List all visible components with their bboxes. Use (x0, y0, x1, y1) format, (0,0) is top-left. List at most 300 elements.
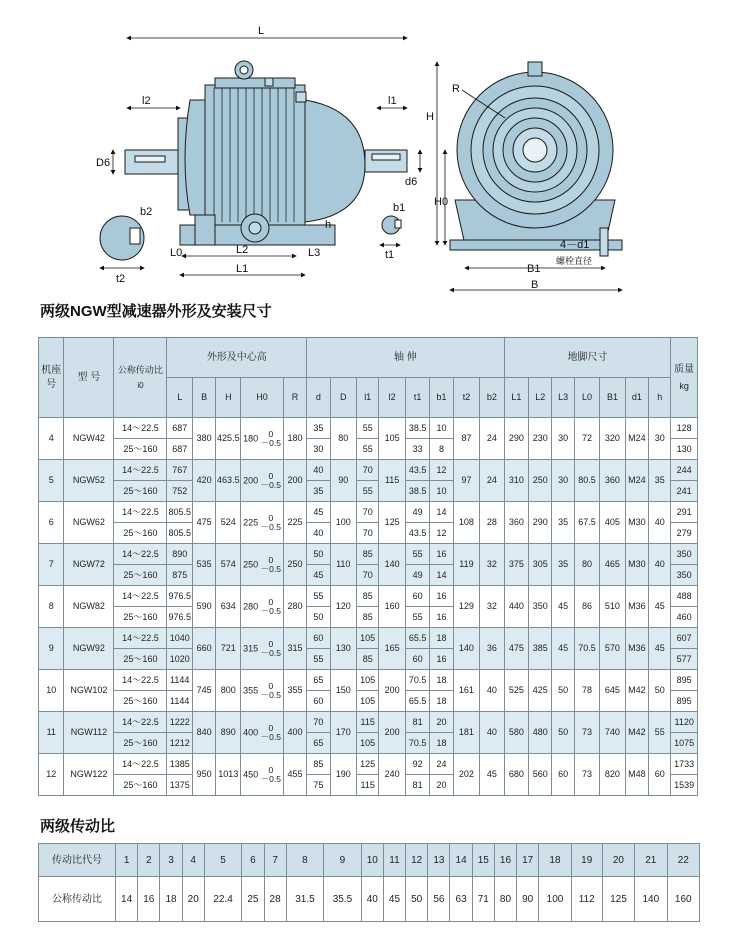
col-header: D (330, 378, 357, 418)
ratio-label: 公称传动比 (39, 877, 116, 922)
table-cell: 49 (405, 502, 429, 523)
reducer-drawing (0, 0, 738, 300)
ratio-code: 13 (428, 844, 450, 877)
tolerance: 0 －0.5 (260, 470, 281, 490)
L-cell: 1222 (167, 712, 192, 733)
ratio-cell: 14～22.5 (114, 544, 167, 565)
ratio-value: 50 (406, 877, 428, 922)
table-cell: 100 (330, 502, 357, 544)
table-cell: 14 (430, 565, 453, 586)
table-cell: 55 (357, 481, 379, 502)
ratio-code: 10 (361, 844, 383, 877)
table-cell: 60 (307, 691, 330, 712)
seat-cell: 12 (39, 754, 64, 796)
col-header: h (649, 378, 671, 418)
ratio-code: 6 (242, 844, 264, 877)
table-cell: 60 (405, 586, 429, 607)
table-cell: 745 (192, 670, 215, 712)
mass-cell: 1733 (671, 754, 698, 775)
table-cell: 12 (430, 460, 453, 481)
col-header: B (192, 378, 215, 418)
tolerance: 0 －0.5 (260, 680, 281, 700)
table-cell: 18 (430, 733, 453, 754)
ratio-value: 35.5 (324, 877, 361, 922)
table-cell: 290 (504, 418, 528, 460)
table-cell: 524 (216, 502, 241, 544)
table-cell: 680 (504, 754, 528, 796)
table-cell: 32 (480, 544, 504, 586)
table-cell: 75 (307, 775, 330, 796)
H0-cell: 400 0 －0.5 (241, 712, 283, 754)
ratio-cell: 25～160 (114, 565, 167, 586)
ratio-value: 160 (667, 877, 699, 922)
col-header: t1 (405, 378, 429, 418)
hdr-seat: 机座号 (39, 338, 64, 418)
L-cell: 875 (167, 565, 192, 586)
hdr-ratio: 公称传动比 i0 (114, 338, 167, 418)
table-cell: 120 (330, 586, 357, 628)
table-cell: 140 (379, 544, 406, 586)
table-cell: 380 (192, 418, 215, 460)
H0-cell: 315 0 －0.5 (241, 628, 283, 670)
mass-cell: 350 (671, 565, 698, 586)
seat-cell: 5 (39, 460, 64, 502)
table-cell: 140 (453, 628, 480, 670)
table-cell: 40 (480, 712, 504, 754)
hdr-shaft: 轴 伸 (307, 338, 505, 378)
ratio-cell: 25～160 (114, 523, 167, 544)
L-cell: 1144 (167, 670, 192, 691)
L-cell: 890 (167, 544, 192, 565)
label-L3: L3 (308, 247, 321, 259)
L-cell: 976.5 (167, 586, 192, 607)
table-cell: 475 (504, 628, 528, 670)
table-cell: 92 (405, 754, 429, 775)
table-cell: 240 (379, 754, 406, 796)
table-cell: 40 (307, 460, 330, 481)
table-cell: 130 (330, 628, 357, 670)
table-cell: 78 (574, 670, 599, 712)
ratio-value: 90 (517, 877, 539, 922)
table-cell: 170 (330, 712, 357, 754)
table-cell: 97 (453, 460, 480, 502)
table2-title: 两级传动比 (40, 818, 116, 835)
L-cell: 687 (167, 439, 192, 460)
table-cell: 85 (357, 586, 379, 607)
table-cell: 525 (504, 670, 528, 712)
L-cell: 1020 (167, 649, 192, 670)
ratio-value: 18 (160, 877, 182, 922)
table-cell: 40 (649, 502, 671, 544)
table-cell: 440 (504, 586, 528, 628)
ratio-code: 1 (116, 844, 138, 877)
mass-cell: 130 (671, 439, 698, 460)
table-cell: 645 (600, 670, 625, 712)
seat-cell: 9 (39, 628, 64, 670)
table-cell: 420 (192, 460, 215, 502)
ratio-value: 125 (602, 877, 634, 922)
table-cell: 200 (379, 670, 406, 712)
L-cell: 805.5 (167, 523, 192, 544)
ratio-value: 112 (571, 877, 602, 922)
table-cell: 820 (600, 754, 625, 796)
label-h: h (325, 219, 332, 231)
table-row (39, 712, 698, 733)
table-cell: 840 (192, 712, 215, 754)
table-cell: 45 (307, 502, 330, 523)
col-header: L (167, 378, 192, 418)
ratio-code: 17 (517, 844, 539, 877)
table-cell: 310 (504, 460, 528, 502)
ratio-cell: 14～22.5 (114, 712, 167, 733)
seat-cell: 7 (39, 544, 64, 586)
ratio-code: 12 (406, 844, 428, 877)
ratio-code: 22 (667, 844, 699, 877)
seat-cell: 8 (39, 586, 64, 628)
model-cell: NGW92 (64, 628, 114, 670)
L-cell: 976.5 (167, 607, 192, 628)
table-cell: 634 (216, 586, 241, 628)
ratio-cell: 14～22.5 (114, 586, 167, 607)
table-cell: M48 (625, 754, 648, 796)
H0-cell: 450 0 －0.5 (241, 754, 283, 796)
table-row (39, 628, 698, 649)
table-cell: 65 (307, 733, 330, 754)
table-cell: 115 (357, 712, 379, 733)
ratio-code: 4 (182, 844, 204, 877)
table-cell: 129 (453, 586, 480, 628)
table-row (39, 670, 698, 691)
table-cell: 70.5 (405, 670, 429, 691)
table-cell: 33 (405, 439, 429, 460)
model-cell: NGW122 (64, 754, 114, 796)
ratio-cell: 14～22.5 (114, 670, 167, 691)
table-cell: M42 (625, 670, 648, 712)
ratio-value: 20 (182, 877, 204, 922)
table-cell: 125 (379, 502, 406, 544)
mass-cell: 1075 (671, 733, 698, 754)
table-cell: 35 (552, 544, 574, 586)
table-cell: 10 (430, 481, 453, 502)
table-cell: 70 (307, 712, 330, 733)
table-cell: 125 (357, 754, 379, 775)
table-row (39, 502, 698, 523)
label-l2: l2 (142, 95, 151, 107)
table-cell: 81 (405, 712, 429, 733)
table-cell: M30 (625, 502, 648, 544)
table-row (39, 544, 698, 565)
table-cell: 55 (307, 649, 330, 670)
label-L0: L0 (170, 247, 183, 259)
table-cell: 80 (330, 418, 357, 460)
table-cell: 45 (649, 628, 671, 670)
seat-cell: 6 (39, 502, 64, 544)
table-cell: 580 (504, 712, 528, 754)
table-cell: 40 (480, 670, 504, 712)
model-cell: NGW52 (64, 460, 114, 502)
ratio-code: 18 (539, 844, 571, 877)
table-cell: M36 (625, 628, 648, 670)
table-cell: 43.5 (405, 460, 429, 481)
H0-cell: 355 0 －0.5 (241, 670, 283, 712)
table-cell: 28 (480, 502, 504, 544)
L-cell: 1385 (167, 754, 192, 775)
table-cell: 200 (283, 460, 306, 502)
table-cell: 1013 (216, 754, 241, 796)
table-cell: 425.5 (216, 418, 241, 460)
H0-cell: 250 0 －0.5 (241, 544, 283, 586)
table-cell: M24 (625, 418, 648, 460)
table-cell: 425 (529, 670, 552, 712)
table-cell: 115 (357, 775, 379, 796)
table-cell: 225 (283, 502, 306, 544)
mass-cell: 460 (671, 607, 698, 628)
table-cell: 35 (307, 481, 330, 502)
mass-cell: 1539 (671, 775, 698, 796)
ratio-value: 63 (450, 877, 472, 922)
table-cell: 80.5 (574, 460, 599, 502)
table-cell: 81 (405, 775, 429, 796)
ratio-cell: 25～160 (114, 649, 167, 670)
table-cell: 202 (453, 754, 480, 796)
table-cell: 119 (453, 544, 480, 586)
mass-cell: 577 (671, 649, 698, 670)
table-cell: 535 (192, 544, 215, 586)
col-header: l2 (379, 378, 406, 418)
mass-cell: 488 (671, 586, 698, 607)
table-cell: 65 (307, 670, 330, 691)
table-cell: 55 (405, 544, 429, 565)
table-cell: 10 (430, 418, 453, 439)
end-view (450, 62, 622, 256)
ratio-cell: 14～22.5 (114, 418, 167, 439)
col-header: b2 (480, 378, 504, 418)
table-cell: 16 (430, 607, 453, 628)
col-header: d1 (625, 378, 648, 418)
table-cell: 950 (192, 754, 215, 796)
label-4-d1: 4－d1 (560, 239, 590, 251)
ratio-value: 14 (116, 877, 138, 922)
table-cell: 305 (529, 544, 552, 586)
table-cell: 70.5 (405, 733, 429, 754)
tolerance: 0 －0.5 (260, 722, 281, 742)
ratio-value: 45 (383, 877, 405, 922)
table-cell: 49 (405, 565, 429, 586)
col-header: b1 (430, 378, 453, 418)
table-cell: 35 (307, 418, 330, 439)
label-B: B (531, 279, 539, 291)
table-cell: 38.5 (405, 418, 429, 439)
table-cell: 70 (357, 502, 379, 523)
label-B1: B1 (527, 263, 541, 275)
table-cell: 50 (307, 607, 330, 628)
ratio-value: 40 (361, 877, 383, 922)
table-cell: 24 (480, 460, 504, 502)
table-cell: 20 (430, 775, 453, 796)
table-cell: 20 (430, 712, 453, 733)
col-header: B1 (600, 378, 625, 418)
table-cell: 30 (552, 460, 574, 502)
ratio-code: 21 (635, 844, 667, 877)
table-cell: 55 (405, 607, 429, 628)
table-cell: 30 (307, 439, 330, 460)
ratio-cell: 25～160 (114, 733, 167, 754)
table-cell: 50 (552, 712, 574, 754)
table-cell: 105 (357, 691, 379, 712)
model-cell: NGW112 (64, 712, 114, 754)
label-b1: b1 (393, 202, 406, 214)
table-cell: M30 (625, 544, 648, 586)
table-cell: 161 (453, 670, 480, 712)
table-cell: 70 (357, 460, 379, 481)
mass-cell: 128 (671, 418, 698, 439)
ratio-cell: 14～22.5 (114, 754, 167, 775)
ratio-code: 19 (571, 844, 602, 877)
ratio-value: 31.5 (286, 877, 323, 922)
mass-cell: 895 (671, 691, 698, 712)
label-L2: L2 (236, 244, 249, 256)
mass-cell: 291 (671, 502, 698, 523)
table-cell: 108 (453, 502, 480, 544)
table-cell: 72 (574, 418, 599, 460)
ratio-cell: 25～160 (114, 691, 167, 712)
L-cell: 1040 (167, 628, 192, 649)
seat-cell: 11 (39, 712, 64, 754)
table-cell: 660 (192, 628, 215, 670)
hdr-foot: 地脚尺寸 (504, 338, 671, 378)
table-cell: 16 (430, 649, 453, 670)
model-cell: NGW42 (64, 418, 114, 460)
ratio-value: 28 (264, 877, 286, 922)
tolerance: 0 －0.5 (260, 764, 281, 784)
col-header: R (283, 378, 306, 418)
table-cell: 67.5 (574, 502, 599, 544)
table-cell: 230 (529, 418, 552, 460)
table-cell: M42 (625, 712, 648, 754)
col-header: L3 (552, 378, 574, 418)
table-cell: 35 (649, 460, 671, 502)
ratio-value: 25 (242, 877, 264, 922)
table-cell: 65.5 (405, 628, 429, 649)
ratio-value: 140 (635, 877, 667, 922)
table-cell: 50 (649, 670, 671, 712)
col-header: H (216, 378, 241, 418)
label-t1: t1 (385, 249, 395, 261)
table-cell: 85 (357, 649, 379, 670)
table-cell: 463.5 (216, 460, 241, 502)
ratio-code: 14 (450, 844, 472, 877)
ratio-code: 3 (160, 844, 182, 877)
ratio-cell: 25～160 (114, 439, 167, 460)
table-cell: 570 (600, 628, 625, 670)
table-cell: 400 (283, 712, 306, 754)
table-cell: 590 (192, 586, 215, 628)
table-cell: 45 (307, 565, 330, 586)
label-l1: l1 (388, 95, 397, 107)
tolerance: 0 －0.5 (260, 512, 281, 532)
col-header: t2 (453, 378, 480, 418)
H0-cell: 225 0 －0.5 (241, 502, 283, 544)
table-cell: 800 (216, 670, 241, 712)
L-cell: 1375 (167, 775, 192, 796)
label-H: H (426, 111, 434, 123)
table-cell: 105 (357, 628, 379, 649)
table-cell: 480 (529, 712, 552, 754)
table-cell: 740 (600, 712, 625, 754)
table-cell: 360 (504, 502, 528, 544)
table-cell: 90 (330, 460, 357, 502)
ratio-value: 16 (138, 877, 160, 922)
ratio-cell: 25～160 (114, 481, 167, 502)
table-cell: 181 (453, 712, 480, 754)
table-cell: 40 (649, 544, 671, 586)
col-header: L2 (529, 378, 552, 418)
table-cell: 55 (649, 712, 671, 754)
tolerance: 0 －0.5 (260, 638, 281, 658)
label-t2: t2 (116, 273, 126, 285)
L-cell: 1212 (167, 733, 192, 754)
model-cell: NGW82 (64, 586, 114, 628)
label-L1: L1 (236, 263, 249, 275)
table-cell: 315 (283, 628, 306, 670)
tolerance: 0 －0.5 (260, 428, 281, 448)
table-cell: 16 (430, 586, 453, 607)
input-shaft-section (100, 216, 144, 260)
table-row (39, 586, 698, 607)
hdr-model: 型 号 (64, 338, 114, 418)
L-cell: 805.5 (167, 502, 192, 523)
ratio-code: 15 (472, 844, 494, 877)
table-cell: 350 (529, 586, 552, 628)
table-cell: 40 (307, 523, 330, 544)
table-cell: 70.5 (574, 628, 599, 670)
table-cell: 290 (529, 502, 552, 544)
L-cell: 1144 (167, 691, 192, 712)
table-cell: 574 (216, 544, 241, 586)
table-cell: 18 (430, 670, 453, 691)
seat-cell: 10 (39, 670, 64, 712)
label-H0: H0 (434, 196, 449, 208)
hdr-outline: 外形及中心高 (167, 338, 307, 378)
seat-cell: 4 (39, 418, 64, 460)
mass-cell: 244 (671, 460, 698, 481)
model-cell: NGW62 (64, 502, 114, 544)
table-cell: 320 (600, 418, 625, 460)
table-row (39, 418, 698, 439)
table-cell: 30 (552, 418, 574, 460)
tolerance: 0 －0.5 (260, 596, 281, 616)
table-cell: 105 (357, 733, 379, 754)
table-cell: 60 (552, 754, 574, 796)
table-cell: 60 (307, 628, 330, 649)
output-shaft-section (382, 216, 401, 234)
ratio-code: 20 (602, 844, 634, 877)
table-cell: 24 (480, 418, 504, 460)
col-header: d (307, 378, 330, 418)
col-header: l1 (357, 378, 379, 418)
label-L: L (258, 25, 265, 37)
table-cell: 280 (283, 586, 306, 628)
table-cell: 73 (574, 712, 599, 754)
table-cell: 721 (216, 628, 241, 670)
mass-cell: 350 (671, 544, 698, 565)
table-cell: 45 (552, 628, 574, 670)
table-cell: 87 (453, 418, 480, 460)
table-cell: 355 (283, 670, 306, 712)
table-cell: 560 (529, 754, 552, 796)
ratio-code: 11 (383, 844, 405, 877)
table-cell: 14 (430, 502, 453, 523)
